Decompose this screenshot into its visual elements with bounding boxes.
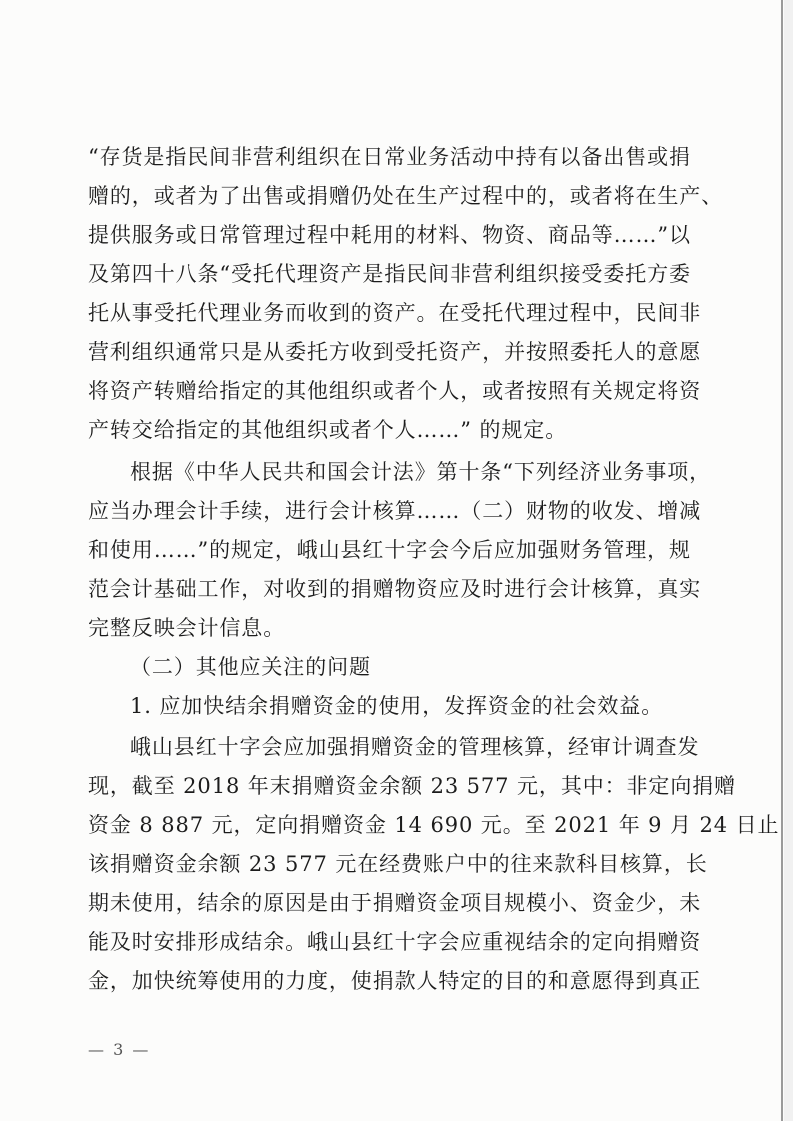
body-line: 赠的，或者为了出售或捐赠仍处在生产过程中的，或者将在生产、 — [88, 184, 724, 208]
numbered-item-heading: 1. 应加快结余捐赠资金的使用，发挥资金的社会效益。 — [130, 694, 664, 718]
body-line: 范会计基础工作，对收到的捐赠物资应及时进行会计核算，真实 — [88, 577, 702, 601]
body-line: 现，截至 2018 年末捐赠资金余额 23 577 元，其中：非定向捐赠 — [88, 774, 737, 798]
body-line: 能及时安排形成结余。峨山县红十字会应重视结余的定向捐赠资 — [88, 930, 702, 954]
body-line: 金，加快统筹使用的力度，使捐款人特定的目的和意愿得到真正 — [88, 969, 702, 993]
body-line: “存货是指民间非营利组织在日常业务活动中持有以备出售或捐 — [88, 145, 691, 169]
scan-edge — [781, 0, 783, 1121]
body-line: 托从事受托代理业务而收到的资产。在受托代理过程中，民间非 — [88, 301, 702, 325]
body-line: 产转交给指定的其他组织或者个人……” 的规定。 — [88, 418, 568, 442]
page-number: — 3 — — [88, 1040, 151, 1059]
body-line: 将资产转赠给指定的其他组织或者个人，或者按照有关规定将资 — [88, 379, 702, 403]
body-line: 资金 8 887 元，定向捐赠资金 14 690 元。至 2021 年 9 月 24 日止 — [88, 813, 780, 837]
body-line: 期未使用，结余的原因是由于捐赠资金项目规模小、资金少，未 — [88, 891, 702, 915]
body-line: 完整反映会计信息。 — [88, 616, 286, 640]
paragraph-start-line: 根据《中华人民共和国会计法》第十条“下列经济业务事项， — [130, 460, 712, 484]
body-line: 和使用……”的规定，峨山县红十字会今后应加强财务管理，规 — [88, 538, 691, 562]
section-heading: （二）其他应关注的问题 — [130, 655, 371, 679]
body-line: 提供服务或日常管理过程中耗用的材料、物资、商品等……”以 — [88, 223, 691, 247]
body-line: 营利组织通常只是从委托方收到受托资产，并按照委托人的意愿 — [88, 340, 702, 364]
scan-margin — [784, 0, 793, 1121]
body-line: 应当办理会计手续，进行会计核算……（二）财物的收发、增减 — [88, 499, 702, 523]
body-line: 该捐赠资金余额 23 577 元在经费账户中的往来款科目核算，长 — [88, 852, 708, 876]
body-line: 及第四十八条“受托代理资产是指民间非营利组织接受委托方委 — [88, 262, 691, 286]
paragraph-start-line: 峨山县红十字会应加强捐赠资金的管理核算，经审计调查发 — [130, 735, 700, 759]
